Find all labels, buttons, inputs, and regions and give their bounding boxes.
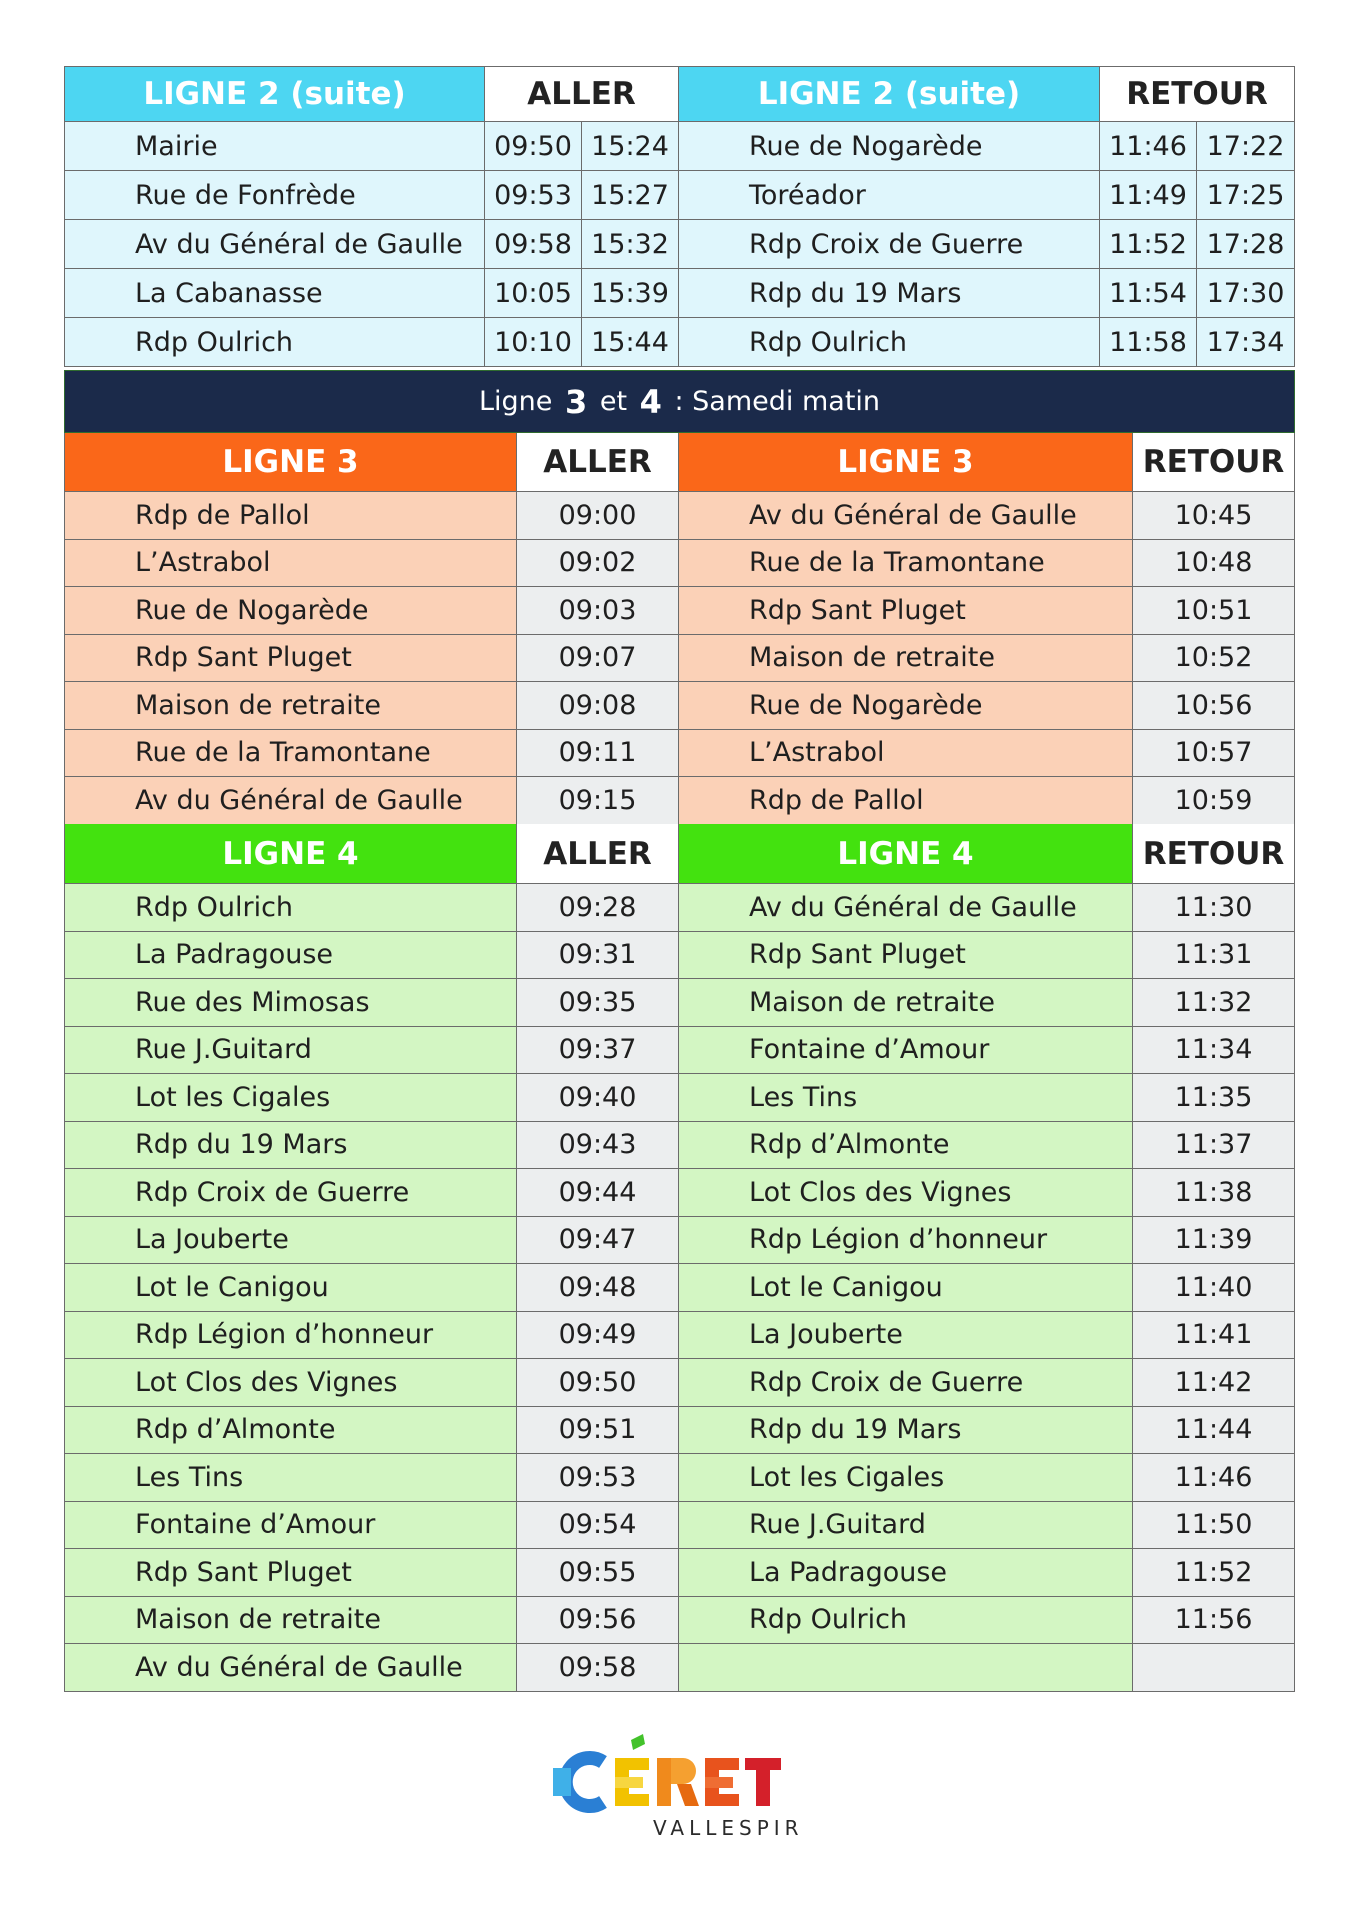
- ligne3-retour-stop: Av du Général de Gaulle: [679, 492, 1133, 540]
- ligne4-aller-stop: Rue des Mimosas: [64, 979, 517, 1027]
- ligne3-aller-time: 09:07: [517, 635, 679, 683]
- ligne3-header-row: [64, 433, 1295, 492]
- ligne3-retour-time: 10:59: [1133, 777, 1295, 825]
- ligne2-aller-time: 10:05: [485, 269, 582, 318]
- ligne2-retour-label: RETOUR: [1100, 66, 1295, 122]
- ligne4-aller-stop: Lot le Canigou: [64, 1264, 517, 1312]
- ligne4-retour-stop: Rdp Légion d’honneur: [679, 1217, 1133, 1265]
- ligne2-aller-time: 15:32: [582, 220, 679, 269]
- ligne4-aller-time: 09:48: [517, 1264, 679, 1312]
- banner-pre: Ligne: [478, 386, 553, 417]
- ligne2-retour-time: 11:49: [1100, 171, 1197, 220]
- ligne4-retour-stop: Av du Général de Gaulle: [679, 884, 1133, 932]
- ligne2-retour-time: 11:52: [1100, 220, 1197, 269]
- ligne2-aller-time: 10:10: [485, 318, 582, 367]
- ligne4-aller-stop: Rdp Sant Pluget: [64, 1549, 517, 1597]
- samedi-banner: [64, 370, 1295, 433]
- ligne4-row: [64, 1549, 1295, 1597]
- ligne2-retour-time: 17:30: [1197, 269, 1295, 318]
- ligne4-retour-time: 11:31: [1133, 932, 1295, 980]
- ligne4-retour-stop: [679, 1644, 1133, 1692]
- ligne2-aller-stop: La Cabanasse: [64, 269, 485, 318]
- ligne3-aller-time: 09:08: [517, 682, 679, 730]
- ligne4-row: [64, 1169, 1295, 1217]
- ligne4-row: [64, 979, 1295, 1027]
- ligne3-aller-time: 09:11: [517, 730, 679, 778]
- ligne4-retour-time: 11:35: [1133, 1074, 1295, 1122]
- ligne2-aller-title: LIGNE 2 (suite): [64, 66, 485, 122]
- ligne4-retour-stop: La Padragouse: [679, 1549, 1133, 1597]
- ligne4-retour-time: 11:42: [1133, 1359, 1295, 1407]
- ligne4-aller-stop: Fontaine d’Amour: [64, 1502, 517, 1550]
- ligne4-retour-time: 11:44: [1133, 1407, 1295, 1455]
- banner-n2: 4: [639, 382, 662, 421]
- ligne3-aller-time: 09:03: [517, 587, 679, 635]
- ligne2-retour-time: 17:34: [1197, 318, 1295, 367]
- ligne4-aller-stop: Lot Clos des Vignes: [64, 1359, 517, 1407]
- ligne4-retour-stop: Les Tins: [679, 1074, 1133, 1122]
- ligne4-retour-stop: Maison de retraite: [679, 979, 1133, 1027]
- ligne4-aller-time: 09:58: [517, 1644, 679, 1692]
- ligne4-retour-time: 11:30: [1133, 884, 1295, 932]
- ligne3-row: [64, 777, 1295, 825]
- ligne4-aller-stop: Rdp Oulrich: [64, 884, 517, 932]
- ligne4-aller-time: 09:37: [517, 1027, 679, 1075]
- banner-post: : Samedi matin: [674, 386, 881, 417]
- banner-mid: et: [599, 386, 628, 417]
- ligne3-row: [64, 587, 1295, 635]
- ligne4-aller-time: 09:53: [517, 1454, 679, 1502]
- ligne3-retour-time: 10:56: [1133, 682, 1295, 730]
- ligne4-table: [64, 824, 1295, 1692]
- ligne2-aller-label: ALLER: [485, 66, 679, 122]
- ligne2-header-row: [64, 66, 1295, 122]
- ligne4-row: [64, 1312, 1295, 1360]
- ligne2-row: [64, 171, 1295, 220]
- ligne4-row: [64, 1074, 1295, 1122]
- ligne2-aller-time: 09:53: [485, 171, 582, 220]
- ligne4-aller-time: 09:40: [517, 1074, 679, 1122]
- ligne3-retour-stop: L’Astrabol: [679, 730, 1133, 778]
- ligne3-retour-time: 10:51: [1133, 587, 1295, 635]
- ligne4-aller-stop: Rdp Croix de Guerre: [64, 1169, 517, 1217]
- ligne4-aller-stop: Rue J.Guitard: [64, 1027, 517, 1075]
- ligne3-aller-stop: Av du Général de Gaulle: [64, 777, 517, 825]
- ligne4-retour-time: 11:52: [1133, 1549, 1295, 1597]
- ligne4-retour-stop: Rdp Sant Pluget: [679, 932, 1133, 980]
- ligne4-retour-stop: Lot le Canigou: [679, 1264, 1133, 1312]
- ligne4-retour-time: 11:37: [1133, 1122, 1295, 1170]
- ligne3-aller-stop: Rue de Nogarède: [64, 587, 517, 635]
- ligne3-aller-time: 09:15: [517, 777, 679, 825]
- ligne4-retour-title: LIGNE 4: [679, 824, 1133, 884]
- ligne3-aller-time: 09:02: [517, 540, 679, 588]
- ligne3-aller-stop: L’Astrabol: [64, 540, 517, 588]
- ligne2-retour-stop: Toréador: [679, 171, 1100, 220]
- ligne2-row: [64, 122, 1295, 171]
- ligne3-retour-stop: Maison de retraite: [679, 635, 1133, 683]
- ligne2-retour-time: 11:58: [1100, 318, 1197, 367]
- ligne4-aller-stop: Rdp d’Almonte: [64, 1407, 517, 1455]
- ligne4-retour-stop: Lot Clos des Vignes: [679, 1169, 1133, 1217]
- ceret-logo: [553, 1732, 813, 1840]
- ligne4-aller-stop: Les Tins: [64, 1454, 517, 1502]
- ligne2-retour-time: 17:28: [1197, 220, 1295, 269]
- ligne2-retour-time: 11:46: [1100, 122, 1197, 171]
- ligne4-row: [64, 1359, 1295, 1407]
- ligne2-table: [64, 66, 1295, 367]
- ligne4-retour-stop: Rdp d’Almonte: [679, 1122, 1133, 1170]
- ligne3-row: [64, 540, 1295, 588]
- ligne4-aller-time: 09:47: [517, 1217, 679, 1265]
- ligne4-aller-stop: Maison de retraite: [64, 1597, 517, 1645]
- ligne2-aller-time: 15:44: [582, 318, 679, 367]
- ligne4-retour-stop: Rdp Oulrich: [679, 1597, 1133, 1645]
- ligne3-aller-time: 09:00: [517, 492, 679, 540]
- ligne4-retour-stop: Fontaine d’Amour: [679, 1027, 1133, 1075]
- ligne3-retour-label: RETOUR: [1133, 433, 1295, 492]
- ligne4-retour-time: 11:46: [1133, 1454, 1295, 1502]
- ligne2-retour-time: 11:54: [1100, 269, 1197, 318]
- ligne4-aller-time: 09:43: [517, 1122, 679, 1170]
- ligne4-row: [64, 884, 1295, 932]
- ligne2-aller-time: 09:58: [485, 220, 582, 269]
- ligne4-aller-time: 09:51: [517, 1407, 679, 1455]
- ligne4-aller-time: 09:31: [517, 932, 679, 980]
- ligne2-retour-time: 17:22: [1197, 122, 1295, 171]
- ligne4-aller-stop: La Jouberte: [64, 1217, 517, 1265]
- ligne2-aller-time: 15:27: [582, 171, 679, 220]
- ligne2-aller-stop: Rue de Fonfrède: [64, 171, 485, 220]
- ligne4-aller-time: 09:35: [517, 979, 679, 1027]
- ligne2-aller-stop: Mairie: [64, 122, 485, 171]
- ligne4-aller-time: 09:44: [517, 1169, 679, 1217]
- ligne2-aller-stop: Rdp Oulrich: [64, 318, 485, 367]
- banner-n1: 3: [564, 382, 588, 421]
- ligne4-row: [64, 1217, 1295, 1265]
- ligne2-retour-time: 17:25: [1197, 171, 1295, 220]
- ligne3-retour-stop: Rdp de Pallol: [679, 777, 1133, 825]
- ligne4-retour-stop: Rdp du 19 Mars: [679, 1407, 1133, 1455]
- ligne3-retour-time: 10:52: [1133, 635, 1295, 683]
- ligne4-retour-time: 11:34: [1133, 1027, 1295, 1075]
- ligne3-row: [64, 635, 1295, 683]
- ligne3-aller-stop: Rdp Sant Pluget: [64, 635, 517, 683]
- ligne2-retour-stop: Rdp Croix de Guerre: [679, 220, 1100, 269]
- ligne2-retour-stop: Rdp Oulrich: [679, 318, 1100, 367]
- ligne2-row: [64, 220, 1295, 269]
- ligne4-retour-stop: Lot les Cigales: [679, 1454, 1133, 1502]
- ligne4-aller-time: 09:54: [517, 1502, 679, 1550]
- ligne4-row: [64, 1502, 1295, 1550]
- ligne4-retour-time: 11:32: [1133, 979, 1295, 1027]
- ligne3-retour-time: 10:48: [1133, 540, 1295, 588]
- ligne4-aller-time: 09:50: [517, 1359, 679, 1407]
- ligne3-retour-stop: Rue de la Tramontane: [679, 540, 1133, 588]
- ligne2-row: [64, 269, 1295, 318]
- ligne3-retour-time: 10:57: [1133, 730, 1295, 778]
- ligne4-retour-time: 11:38: [1133, 1169, 1295, 1217]
- ligne4-retour-label: RETOUR: [1133, 824, 1295, 884]
- ligne4-aller-stop: Rdp Légion d’honneur: [64, 1312, 517, 1360]
- ligne4-aller-stop: Lot les Cigales: [64, 1074, 517, 1122]
- ligne3-aller-label: ALLER: [517, 433, 679, 492]
- ligne3-aller-stop: Rue de la Tramontane: [64, 730, 517, 778]
- ligne4-retour-stop: Rue J.Guitard: [679, 1502, 1133, 1550]
- ligne3-row: [64, 492, 1295, 540]
- ligne4-aller-time: 09:49: [517, 1312, 679, 1360]
- ligne3-aller-stop: Maison de retraite: [64, 682, 517, 730]
- ligne4-row: [64, 1407, 1295, 1455]
- ligne4-row: [64, 1644, 1295, 1692]
- ligne3-retour-stop: Rdp Sant Pluget: [679, 587, 1133, 635]
- ligne4-retour-time: 11:40: [1133, 1264, 1295, 1312]
- ligne4-row: [64, 1597, 1295, 1645]
- ligne4-retour-time: 11:39: [1133, 1217, 1295, 1265]
- ligne2-aller-time: 15:39: [582, 269, 679, 318]
- ligne4-aller-time: 09:28: [517, 884, 679, 932]
- ligne4-row: [64, 1264, 1295, 1312]
- ligne4-aller-title: LIGNE 4: [64, 824, 517, 884]
- ligne3-row: [64, 730, 1295, 778]
- ligne4-retour-stop: Rdp Croix de Guerre: [679, 1359, 1133, 1407]
- ligne3-retour-time: 10:45: [1133, 492, 1295, 540]
- ligne3-row: [64, 682, 1295, 730]
- ligne4-retour-stop: La Jouberte: [679, 1312, 1133, 1360]
- ligne4-retour-time: 11:41: [1133, 1312, 1295, 1360]
- ligne4-aller-stop: Av du Général de Gaulle: [64, 1644, 517, 1692]
- ligne2-retour-stop: Rue de Nogarède: [679, 122, 1100, 171]
- ligne3-aller-stop: Rdp de Pallol: [64, 492, 517, 540]
- ligne4-row: [64, 932, 1295, 980]
- ligne4-aller-stop: La Padragouse: [64, 932, 517, 980]
- ligne3-retour-stop: Rue de Nogarède: [679, 682, 1133, 730]
- ceret-logo-sub: VALLESPIR: [653, 1816, 804, 1840]
- ligne4-aller-stop: Rdp du 19 Mars: [64, 1122, 517, 1170]
- ligne2-row: [64, 318, 1295, 367]
- ligne4-header-row: [64, 824, 1295, 884]
- ligne4-row: [64, 1122, 1295, 1170]
- ligne3-retour-title: LIGNE 3: [679, 433, 1133, 492]
- ligne3-table: [64, 433, 1295, 825]
- ligne4-aller-time: 09:55: [517, 1549, 679, 1597]
- ligne3-aller-title: LIGNE 3: [64, 433, 517, 492]
- ligne4-retour-time: 11:56: [1133, 1597, 1295, 1645]
- ligne2-aller-time: 15:24: [582, 122, 679, 171]
- ligne4-aller-time: 09:56: [517, 1597, 679, 1645]
- ligne4-row: [64, 1027, 1295, 1075]
- ligne4-retour-time: [1133, 1644, 1295, 1692]
- ligne2-aller-stop: Av du Général de Gaulle: [64, 220, 485, 269]
- ligne2-retour-title: LIGNE 2 (suite): [679, 66, 1100, 122]
- ligne4-row: [64, 1454, 1295, 1502]
- ligne2-aller-time: 09:50: [485, 122, 582, 171]
- ligne2-retour-stop: Rdp du 19 Mars: [679, 269, 1100, 318]
- ligne4-aller-label: ALLER: [517, 824, 679, 884]
- ligne4-retour-time: 11:50: [1133, 1502, 1295, 1550]
